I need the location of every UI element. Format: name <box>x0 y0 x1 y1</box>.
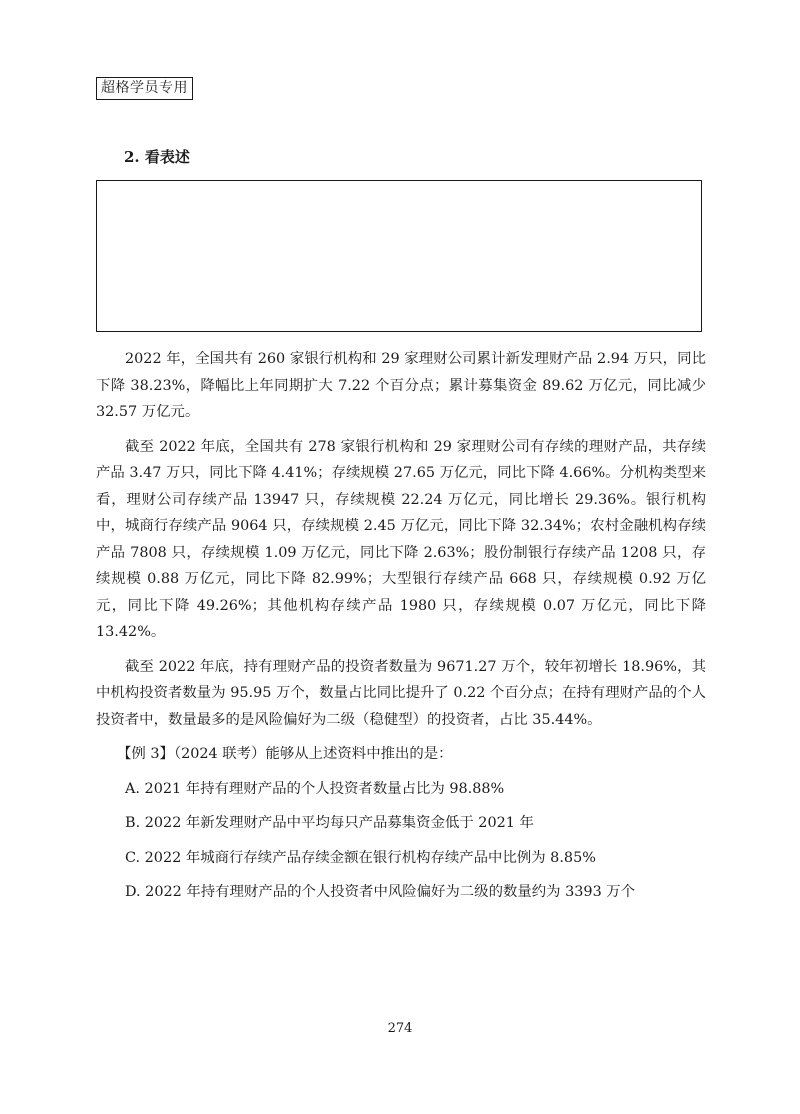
option-a: A. 2021 年持有理财产品的个人投资者数量占比为 98.88% <box>125 780 505 797</box>
page-number: 274 <box>387 1021 413 1036</box>
paragraph-existing-products: 截至 2022 年底，全国共有 278 家银行机构和 29 家理财公司有存续的理财产品，共存续产品 3.47 万只，同比下降 4.41%；存续规模 27.65 万亿元，同比下降 4.66%。分机构类型来看，理财公司存续产品 13947 只，存续规模 22.24 万亿元，同比增长 29.36%。银行机构中，城商行存续产品 9064 只，存续规模 2.45 万亿元，同比下降 32.34%；农村金融机构存续产品 7808 只，存续规模 1.09 万亿元，同比下降 2.63%；股份制银行存续产品 1208 只，存续规模 0.88 万亿元，同比下降 82.99%；大型银行存续产品 668 只，存续规模 0.92 万亿元，同比下降 49.26%；其他机构存续产品 1980 只，存续规模 0.07 万亿元，同比下降 13.42%。 <box>96 438 706 640</box>
option-d: D. 2022 年持有理财产品的个人投资者中风险偏好为二级的数量约为 3393 万个 <box>125 884 636 900</box>
paragraph-new-products: 2022 年，全国共有 260 家银行机构和 29 家理财公司累计新发理财产品 2.94 万只，同比下降 38.23%，降幅比上年同期扩大 7.22 个百分点；累计募集资金 89.62 万亿元，同比减少 32.57 万亿元。 <box>96 351 706 420</box>
option-c: C. 2022 年城商行存续产品存续金额在银行机构存续产品中比例为 8.85% <box>125 849 596 866</box>
section-title: 2. 看表述 <box>124 148 190 166</box>
paragraph-investors: 截至 2022 年底，持有理财产品的投资者数量为 9671.27 万个，较年初增长 18.96%，其中机构投资者数量为 95.95 万个，数量占比同比提升了 0.22 个百分点；在持有理财产品的个人投资者中，数量最多的是风险偏好为二级（稳健型）的投资者，占比 35.44%。 <box>96 658 706 728</box>
option-b: B. 2022 年新发理财产品中平均每只产品募集资金低于 2021 年 <box>125 815 534 831</box>
document-body <box>96 346 706 906</box>
question-prompt: 【例 3】（2024 联考）能够从上述资料中推出的是： <box>117 746 453 762</box>
blank-answer-box <box>96 180 702 332</box>
student-only-tag: 超格学员专用 <box>96 77 193 100</box>
